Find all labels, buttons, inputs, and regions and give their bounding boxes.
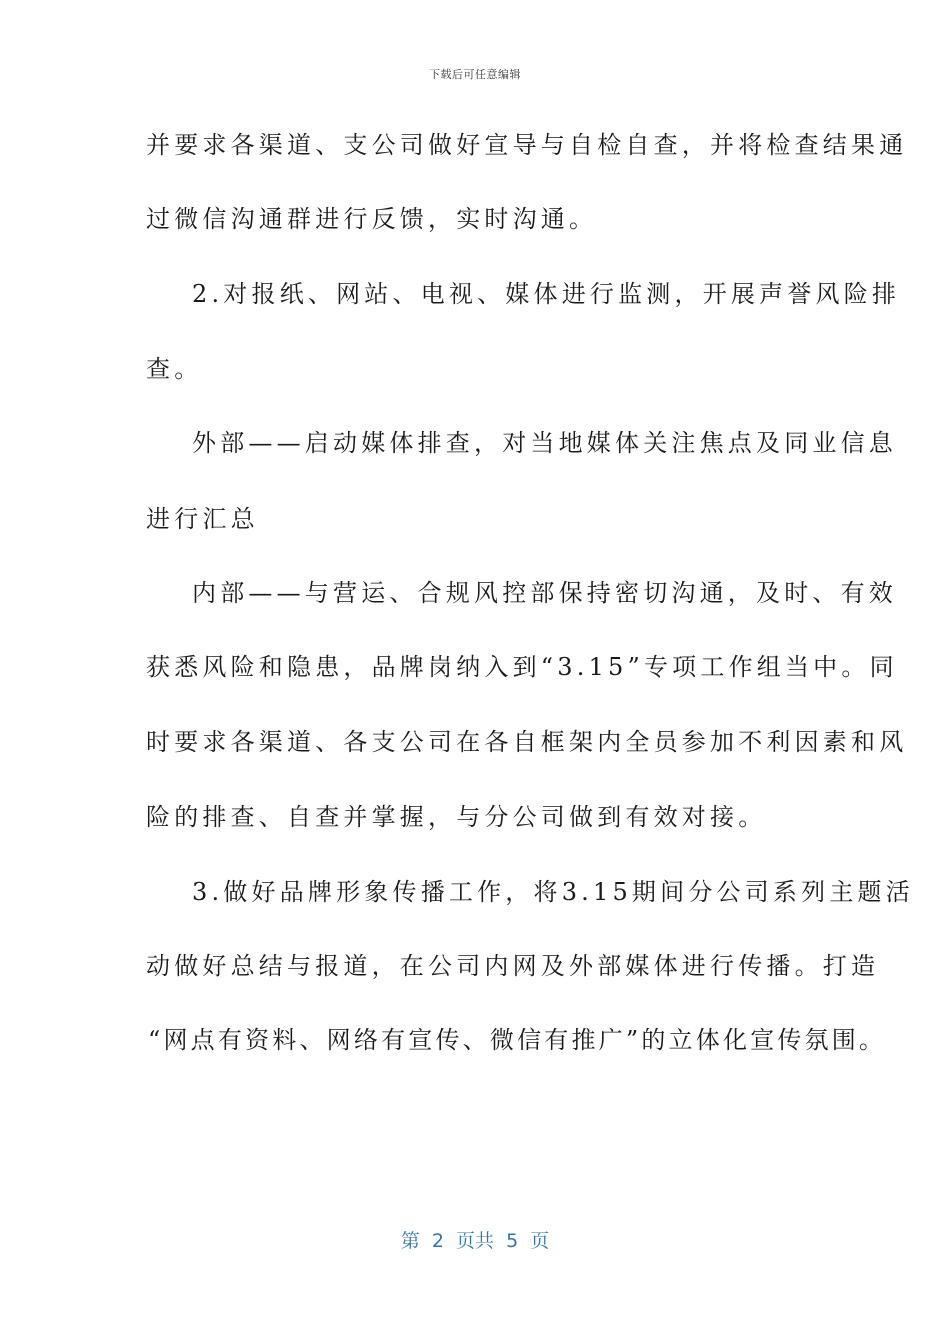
body-line: 3.做好品牌形象传播工作，将3.15期间分公司系列主题活: [192, 878, 914, 906]
body-line: 进行汇总: [146, 505, 259, 533]
body-line: 查。: [146, 355, 203, 383]
body-line: 过微信沟通群进行反馈，实时沟通。: [146, 205, 598, 233]
body-line: 外部——启动媒体排查，对当地媒体关注焦点及同业信息: [192, 429, 897, 457]
body-line: 险的排查、自查并掌握，与分公司做到有效对接。: [146, 803, 767, 831]
page-number-footer: 第 2 页共 5 页: [400, 1230, 550, 1252]
body-line: 动做好总结与报道，在公司内网及外部媒体进行传播。打造: [146, 952, 880, 980]
body-line: “网点有资料、网络有宣传、微信有推广”的立体化宣传氛围。: [148, 1026, 887, 1054]
body-line: 并要求各渠道、支公司做好宣导与自检自查，并将检查结果通: [146, 131, 908, 159]
page-header: 下载后可任意编辑: [429, 68, 521, 81]
body-line: 2.对报纸、网站、电视、媒体进行监测，开展声誉风险排: [192, 280, 901, 308]
body-line: 时要求各渠道、各支公司在各自框架内全员参加不利因素和风: [146, 728, 908, 756]
body-line: 内部——与营运、合规风控部保持密切沟通，及时、有效: [192, 579, 897, 607]
body-line: 获悉风险和隐患，品牌岗纳入到“3.15”专项工作组当中。同: [146, 653, 898, 681]
